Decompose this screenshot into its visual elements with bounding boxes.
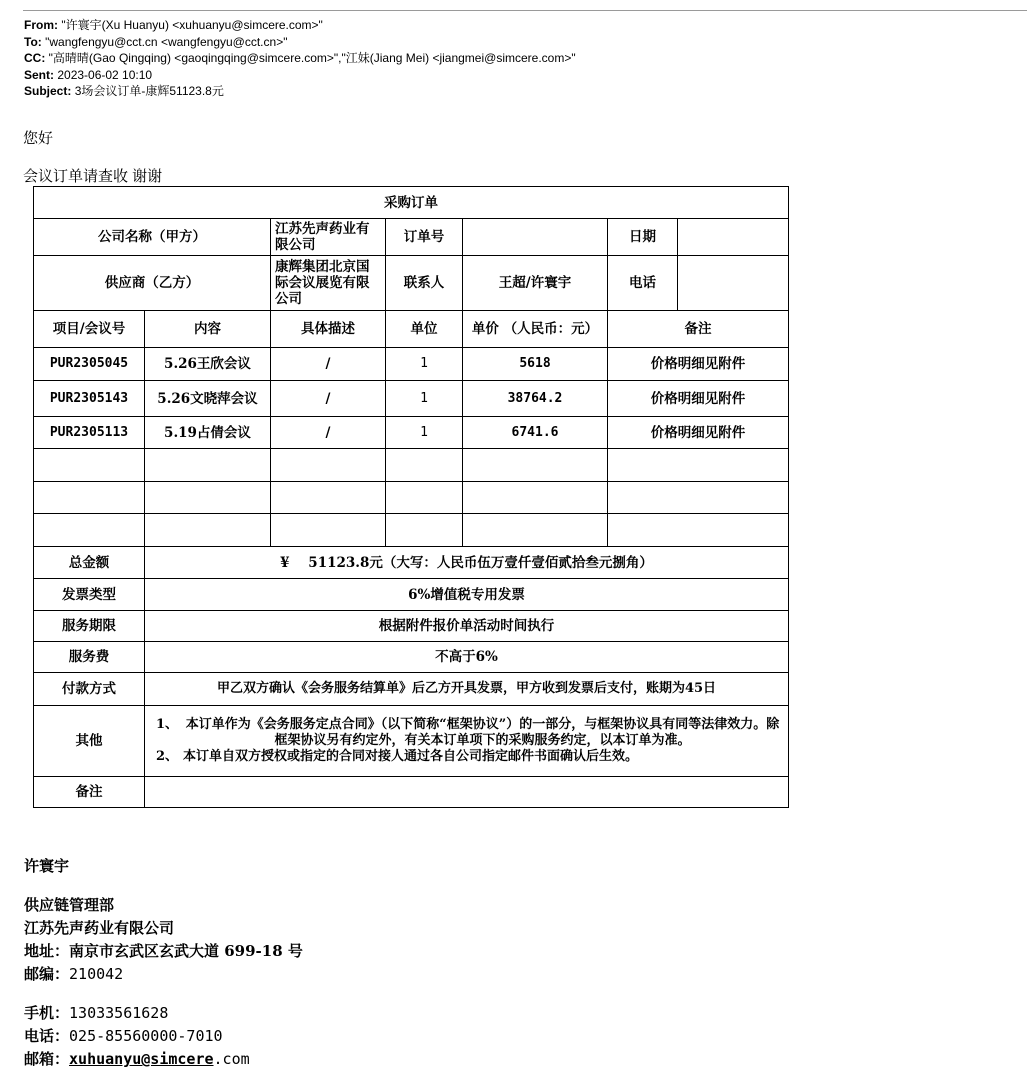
subject-line: [24, 83, 576, 100]
company-row: [34, 219, 789, 256]
sent-line: [24, 67, 576, 84]
term-item: [151, 717, 782, 749]
phone-label: 电话: [608, 256, 678, 311]
to-line: [24, 34, 576, 51]
phone-value: [678, 256, 789, 311]
other-label: 其他: [34, 706, 145, 777]
company-value: 江苏先声药业有限公司: [271, 219, 386, 256]
tel-value: 025-85560000-7010: [69, 1027, 223, 1045]
header-content: 内容: [145, 311, 271, 348]
empty-row: [34, 514, 789, 547]
header-code: 项目/会议号: [34, 311, 145, 348]
row-price: 5618: [463, 348, 608, 381]
purchase-order-table: [33, 186, 789, 808]
to-label: To:: [24, 34, 42, 49]
row-note: 价格明细见附件: [608, 348, 789, 381]
payment-row: [34, 673, 789, 706]
remark-row: [34, 777, 789, 808]
greeting: 您好: [23, 130, 54, 147]
cc-label: CC:: [24, 51, 46, 65]
period-row: [34, 611, 789, 642]
mobile-value: 13033561628: [69, 1004, 169, 1022]
cc-value[interactable]: "高晴晴(Gao Qingqing) <gaoqingqing@simcere.com>","江妹(Jiang Mei) <jiangmei@simcere.com>": [48, 51, 576, 65]
date-label: 日期: [608, 219, 678, 256]
table-row: [34, 381, 789, 417]
total-value: ¥ 51123.8元（大写：人民币伍万壹仟壹佰贰拾叁元捌角）: [145, 547, 789, 579]
subject-value: 3场会议订单-康辉51123.8元: [74, 84, 224, 98]
payment-value: 甲乙双方确认《会务服务结算单》后乙方开具发票，甲方收到发票后支付，账期为45日: [145, 673, 789, 706]
row-content: 5.19占倩会议: [145, 417, 271, 449]
row-desc: /: [271, 417, 386, 449]
postcode-label: 邮编：: [24, 965, 70, 983]
sent-value: 2023-06-02 10:10: [57, 67, 153, 82]
address-value: 南京市玄武区玄武大道 699-18 号: [69, 942, 303, 960]
header-unit: 单位: [386, 311, 463, 348]
cc-line: [24, 50, 576, 67]
email-header: [24, 17, 576, 100]
address-label: 地址：: [24, 942, 70, 960]
signature-name: 许寰宇: [24, 857, 70, 875]
row-note: 价格明细见附件: [608, 417, 789, 449]
contact-value: 王超/许寰宇: [463, 256, 608, 311]
from-value[interactable]: "许寰宇(Xu Huanyu) <xuhuanyu@simcere.com>": [61, 18, 323, 32]
row-note: 价格明细见附件: [608, 381, 789, 417]
header-price: 单价 （人民币：元）: [463, 311, 608, 348]
signature-email: [24, 1048, 250, 1071]
remark-value: [145, 777, 789, 808]
title-row: [34, 187, 789, 219]
other-terms: [145, 706, 789, 777]
email-suffix: .com: [213, 1050, 250, 1068]
contact-label: 联系人: [386, 256, 463, 311]
row-content: 5.26王欣会议: [145, 348, 271, 381]
signature-address: [24, 940, 303, 963]
supplier-value: 康辉集团北京国际会议展览有限公司: [271, 256, 386, 311]
remark-label: 备注: [34, 777, 145, 808]
header-note: 备注: [608, 311, 789, 348]
row-unit: 1: [386, 381, 463, 417]
tel-label: 电话：: [24, 1027, 70, 1045]
order-no-value: [463, 219, 608, 256]
term-text: 本订单作为《会务服务定点合同》（以下简称“框架协议”）的一部分，与框架协议具有同等法律效力。除框架协议另有约定外，有关本订单项下的采购服务约定，以本订单为准。: [185, 717, 780, 748]
body-text: 会议订单请查收 谢谢: [23, 168, 163, 185]
invoice-label: 发票类型: [34, 579, 145, 611]
signature-contact: [24, 1002, 250, 1071]
from-label: From:: [24, 18, 58, 32]
postcode-value: 210042: [69, 965, 124, 983]
header-divider: [23, 10, 1027, 11]
to-value[interactable]: "wangfengyu@cct.cn <wangfengyu@cct.cn>": [45, 34, 288, 49]
row-price: 6741.6: [463, 417, 608, 449]
table-row: [34, 348, 789, 381]
empty-row: [34, 482, 789, 514]
row-code: PUR2305045: [34, 348, 145, 381]
row-desc: /: [271, 381, 386, 417]
period-value: 根据附件报价单活动时间执行: [145, 611, 789, 642]
signature-company: 江苏先声药业有限公司: [24, 919, 175, 937]
fee-label: 服务费: [34, 642, 145, 673]
row-code: PUR2305143: [34, 381, 145, 417]
row-desc: /: [271, 348, 386, 381]
mobile-label: 手机：: [24, 1004, 70, 1022]
row-code: PUR2305113: [34, 417, 145, 449]
row-price: 38764.2: [463, 381, 608, 417]
signature-dept: 供应链管理部: [24, 896, 115, 914]
supplier-row: [34, 256, 789, 311]
term-number: 2、: [155, 749, 179, 764]
fee-row: [34, 642, 789, 673]
row-unit: 1: [386, 348, 463, 381]
term-text: 本订单自双方授权或指定的合同对接人通过各自公司指定邮件书面确认后生效。: [183, 749, 639, 764]
order-no-label: 订单号: [386, 219, 463, 256]
signature-tel: [24, 1025, 250, 1048]
empty-row: [34, 449, 789, 482]
period-label: 服务期限: [34, 611, 145, 642]
header-desc: 具体描述: [271, 311, 386, 348]
fee-value: 不高于6%: [145, 642, 789, 673]
invoice-value: 6%增值税专用发票: [145, 579, 789, 611]
company-label: 公司名称（甲方）: [34, 219, 271, 256]
email-label: 邮箱：: [24, 1050, 70, 1068]
sent-label: Sent:: [24, 67, 54, 82]
subject-label: Subject:: [24, 84, 72, 98]
signature-postcode: [24, 963, 303, 986]
table-row: [34, 417, 789, 449]
supplier-label: 供应商（乙方）: [34, 256, 271, 311]
term-item: [151, 749, 782, 765]
column-header-row: [34, 311, 789, 348]
total-row: [34, 547, 789, 579]
term-number: 1、: [155, 717, 179, 732]
invoice-row: [34, 579, 789, 611]
other-row: [34, 706, 789, 777]
from-line: [24, 17, 576, 34]
total-label: 总金额: [34, 547, 145, 579]
payment-label: 付款方式: [34, 673, 145, 706]
email-link[interactable]: xuhuanyu@simcere: [69, 1050, 214, 1068]
order-title: 采购订单: [34, 187, 789, 219]
date-value: [678, 219, 789, 256]
row-unit: 1: [386, 417, 463, 449]
signature-mobile: [24, 1002, 250, 1025]
row-content: 5.26文晓萍会议: [145, 381, 271, 417]
signature-block: [24, 894, 303, 986]
